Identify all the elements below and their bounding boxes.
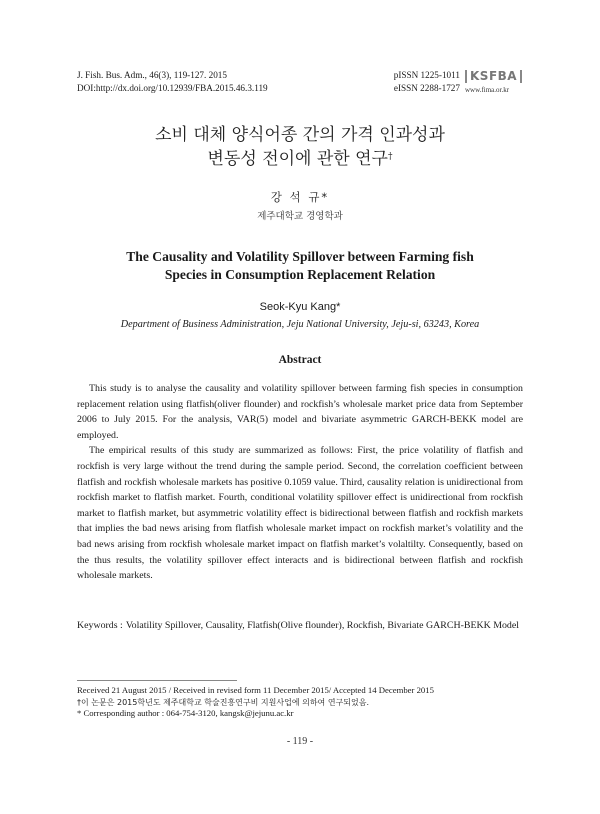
abstract-heading: Abstract bbox=[278, 354, 322, 366]
journal-reference: J. Fish. Bus. Adm., 46(3), 119-127. 2015 bbox=[77, 70, 227, 80]
dagger-mark: † bbox=[387, 152, 393, 162]
footnotes bbox=[77, 685, 523, 720]
society-logo bbox=[463, 67, 525, 93]
doi-link[interactable]: DOI:http://dx.doi.org/10.12939/FBA.2015.46.3.119 bbox=[77, 83, 268, 93]
english-title-line2: Species in Consumption Replacement Relation bbox=[164, 267, 436, 282]
eissn: eISSN 2288-1727 bbox=[393, 83, 460, 93]
received-dates: Received 21 August 2015 / Received in revised form 11 December 2015/ Accepted 14 December 2015 bbox=[77, 685, 434, 695]
journal-citation bbox=[77, 69, 268, 95]
abstract-body bbox=[77, 381, 523, 584]
logo-url[interactable]: www.fima.or.kr bbox=[465, 86, 510, 94]
issn-block bbox=[393, 69, 460, 95]
keywords-label: Keywords : bbox=[77, 620, 123, 631]
corresponding-author: * Corresponding author : 064-754-3120, kangsk@jejunu.ac.kr bbox=[77, 708, 294, 718]
english-title bbox=[0, 248, 600, 284]
logo-text: KSFBA bbox=[465, 70, 522, 83]
footnote-divider bbox=[77, 680, 237, 681]
korean-title bbox=[0, 123, 600, 171]
keywords bbox=[77, 618, 523, 634]
english-title-line1: The Causality and Volatility Spillover between Farming fish bbox=[126, 249, 474, 264]
korean-affiliation: 제주대학교 경영학과 bbox=[257, 211, 343, 222]
funding-note: †이 논문은 2015학년도 제주대학교 학술진흥연구비 지원사업에 의하여 연구되었음. bbox=[77, 697, 369, 707]
english-author: Seok-Kyu Kang* bbox=[259, 301, 341, 313]
page-number: - 119 - bbox=[286, 736, 314, 747]
korean-title-line1: 소비 대체 양식어종 간의 가격 인과성과 bbox=[155, 125, 445, 145]
abstract-paragraph-1: This study is to analyse the causality and volatility spillover between farming fish species in consumption replacement relation using flatfish(oliver flounder) and rockfish’s wholesale market price data from September 2006 to July 2015. For the analysis, VAR(5) model and bivariate asymmetric GARCH-BEKK model are employed. bbox=[77, 383, 523, 441]
english-affiliation: Department of Business Administration, Jeju National University, Jeju-si, 63243, Korea bbox=[120, 319, 480, 330]
pissn: pISSN 1225-1011 bbox=[393, 70, 460, 80]
korean-title-line2: 변동성 전이에 관한 연구 bbox=[207, 149, 388, 169]
abstract-paragraph-2: The empirical results of this study are summarized as follows: First, the price volatility of flatfish and rockfish is very large without the trend during the sample period. Second, the correlation coefficient between flatfish and rockfish wholesale markets has positive 0.1059 value. Third, causality relation is unidirectional from rockfish market to flatfish market. Fourth, conditional volatility spillover effect is unidirectional from rockfish market to flatfish market, but asymmetric volatility effect is bidirectional between flatfish and rockfish markets that implies the bad news arising from flatfish wholesale market impact on rockfish market’s volatility and the bad news arising from rockfish wholesale market impact on flatfish market’s volaltilty. Consequently, based on the thus results, the volatility spillover effect interacts and is bidirectional between flatfish and rockfish wholesale markets. bbox=[77, 445, 523, 582]
keywords-text: Volatility Spillover, Causality, Flatfish(Olive flounder), Rockfish, Bivariate GARCH-BEKK Model bbox=[125, 620, 519, 631]
korean-author: 강 석 규* bbox=[270, 190, 330, 204]
